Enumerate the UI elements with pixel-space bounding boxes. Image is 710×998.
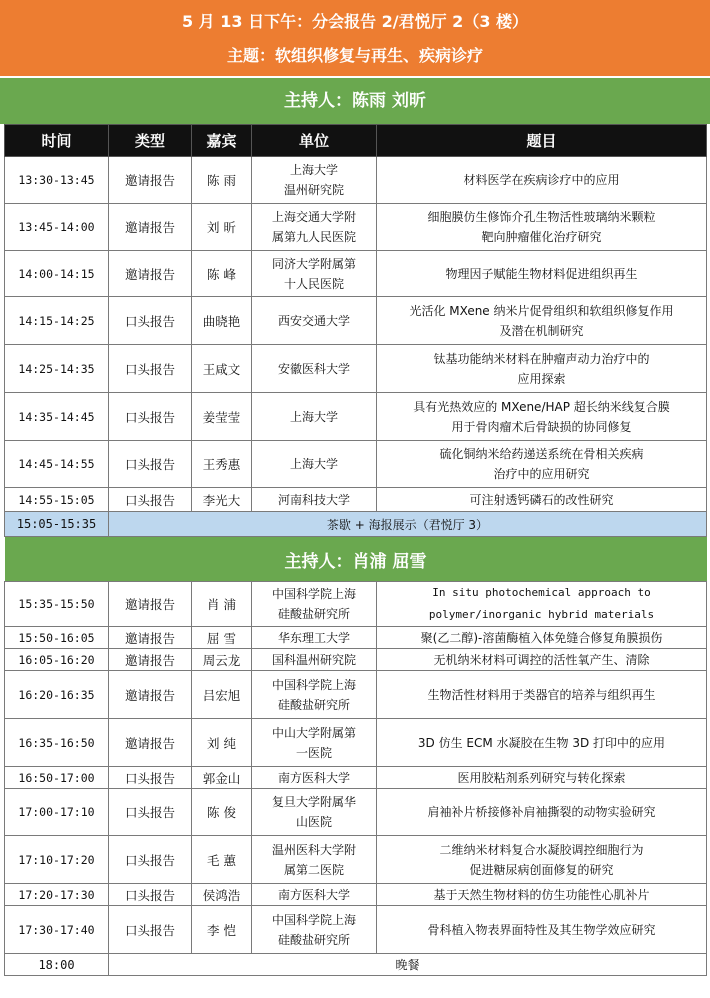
session-theme: 主题：软组织修复与再生、疾病诊疗 <box>226 46 483 65</box>
cell-unit: 上海大学 <box>252 441 377 488</box>
cell-topic: 硫化铜纳米给药递送系统在骨相关疾病 治疗中的应用研究 <box>377 441 707 488</box>
cell-topic: 3D 仿生 ECM 水凝胶在生物 3D 打印中的应用 <box>377 719 707 767</box>
cell-time: 17:20-17:30 <box>5 884 109 906</box>
cell-unit: 中国科学院上海 硅酸盐研究所 <box>252 906 377 954</box>
cell-guest: 王秀惠 <box>192 441 252 488</box>
cell-unit: 南方医科大学 <box>252 767 377 789</box>
cell-time: 14:55-15:05 <box>5 488 109 512</box>
cell-topic: 聚(乙二醇)-溶菌酶植入体免缝合修复角膜损伤 <box>377 627 707 649</box>
cell-unit: 河南科技大学 <box>252 488 377 512</box>
session2-rows <box>5 582 707 954</box>
table-row <box>5 488 707 512</box>
cell-type: 口头报告 <box>109 297 192 345</box>
cell-guest: 侯鸿浩 <box>192 884 252 906</box>
cell-guest: 郭金山 <box>192 767 252 789</box>
cell-type: 邀请报告 <box>109 649 192 671</box>
cell-time: 16:20-16:35 <box>5 671 109 719</box>
cell-time: 13:30-13:45 <box>5 157 109 204</box>
cell-time: 17:10-17:20 <box>5 836 109 884</box>
cell-guest: 肖 浦 <box>192 582 252 627</box>
cell-guest: 李光大 <box>192 488 252 512</box>
cell-time: 16:05-16:20 <box>5 649 109 671</box>
cell-unit: 中国科学院上海 硅酸盐研究所 <box>252 671 377 719</box>
cell-type: 邀请报告 <box>109 627 192 649</box>
cell-guest: 吕宏旭 <box>192 671 252 719</box>
session1-rows <box>5 157 707 512</box>
table-row <box>5 345 707 393</box>
cell-topic: 骨科植入物表界面特性及其生物学效应研究 <box>377 906 707 954</box>
cell-topic: 材料医学在疾病诊疗中的应用 <box>377 157 707 204</box>
cell-time: 16:35-16:50 <box>5 719 109 767</box>
cell-type: 口头报告 <box>109 906 192 954</box>
table-row <box>5 884 707 906</box>
cell-time: 17:00-17:10 <box>5 789 109 836</box>
cell-guest: 陈 俊 <box>192 789 252 836</box>
table-row <box>5 627 707 649</box>
cell-guest: 屈 雪 <box>192 627 252 649</box>
cell-time: 14:00-14:15 <box>5 251 109 297</box>
cell-topic: 光活化 MXene 纳米片促骨组织和软组织修复作用 及潜在机制研究 <box>377 297 707 345</box>
meal-label: 晚餐 <box>109 954 707 976</box>
session-title: 5 月 13 日下午：分会报告 2/君悦厅 2（3 楼） <box>181 12 529 31</box>
session-banner <box>0 0 710 76</box>
cell-guest: 刘 纯 <box>192 719 252 767</box>
break-label: 茶歇 + 海报展示（君悦厅 3） <box>109 512 707 537</box>
table-row <box>5 719 707 767</box>
cell-type: 邀请报告 <box>109 251 192 297</box>
cell-guest: 毛 蕙 <box>192 836 252 884</box>
cell-guest: 王咸文 <box>192 345 252 393</box>
meal-time: 18:00 <box>5 954 109 976</box>
cell-topic: In situ photochemical approach to polymer/inorganic hybrid materials <box>377 582 707 627</box>
cell-topic: 钛基功能纳米材料在肿瘤声动力治疗中的 应用探索 <box>377 345 707 393</box>
cell-guest: 陈 峰 <box>192 251 252 297</box>
cell-guest: 曲晓艳 <box>192 297 252 345</box>
cell-unit: 上海大学 <box>252 393 377 441</box>
cell-type: 口头报告 <box>109 345 192 393</box>
cell-topic: 二维纳米材料复合水凝胶调控细胞行为 促进糖尿病创面修复的研究 <box>377 836 707 884</box>
cell-type: 口头报告 <box>109 393 192 441</box>
cell-type: 邀请报告 <box>109 671 192 719</box>
cell-unit: 安徽医科大学 <box>252 345 377 393</box>
cell-time: 14:15-14:25 <box>5 297 109 345</box>
cell-time: 17:30-17:40 <box>5 906 109 954</box>
cell-unit: 复旦大学附属华 山医院 <box>252 789 377 836</box>
cell-unit: 西安交通大学 <box>252 297 377 345</box>
cell-type: 口头报告 <box>109 789 192 836</box>
host-banner-1: 主持人：陈雨 刘昕 <box>0 76 710 124</box>
cell-topic: 细胞膜仿生修饰介孔生物活性玻璃纳米颗粒 靶向肿瘤催化治疗研究 <box>377 204 707 251</box>
cell-time: 15:50-16:05 <box>5 627 109 649</box>
table-row <box>5 582 707 627</box>
schedule-table <box>4 124 707 976</box>
table-row <box>5 297 707 345</box>
cell-topic: 医用胶粘剂系列研究与转化探索 <box>377 767 707 789</box>
cell-guest: 李 恺 <box>192 906 252 954</box>
cell-type: 邀请报告 <box>109 719 192 767</box>
break-row <box>5 512 707 537</box>
table-row <box>5 836 707 884</box>
cell-unit: 上海交通大学附 属第九人民医院 <box>252 204 377 251</box>
cell-type: 口头报告 <box>109 884 192 906</box>
cell-type: 口头报告 <box>109 767 192 789</box>
cell-time: 14:45-14:55 <box>5 441 109 488</box>
cell-topic: 具有光热效应的 MXene/HAP 超长纳米线复合膜 用于骨肉瘤术后骨缺损的协同修复 <box>377 393 707 441</box>
cell-time: 14:25-14:35 <box>5 345 109 393</box>
table-row <box>5 789 707 836</box>
cell-unit: 中山大学附属第 一医院 <box>252 719 377 767</box>
cell-guest: 周云龙 <box>192 649 252 671</box>
cell-unit: 国科温州研究院 <box>252 649 377 671</box>
meal-row <box>5 954 707 976</box>
cell-time: 14:35-14:45 <box>5 393 109 441</box>
cell-unit: 温州医科大学附 属第二医院 <box>252 836 377 884</box>
cell-type: 邀请报告 <box>109 204 192 251</box>
cell-unit: 中国科学院上海 硅酸盐研究所 <box>252 582 377 627</box>
cell-type: 口头报告 <box>109 836 192 884</box>
host-banner-2: 主持人：肖浦 屈雪 <box>5 537 707 582</box>
cell-time: 15:35-15:50 <box>5 582 109 627</box>
cell-type: 口头报告 <box>109 441 192 488</box>
cell-topic: 可注射透钙磷石的改性研究 <box>377 488 707 512</box>
cell-type: 口头报告 <box>109 488 192 512</box>
cell-topic: 肩袖补片桥接修补肩袖撕裂的动物实验研究 <box>377 789 707 836</box>
table-row <box>5 767 707 789</box>
table-row <box>5 906 707 954</box>
cell-guest: 陈 雨 <box>192 157 252 204</box>
table-row <box>5 441 707 488</box>
break-time: 15:05-15:35 <box>5 512 109 537</box>
cell-topic: 基于天然生物材料的仿生功能性心肌补片 <box>377 884 707 906</box>
cell-time: 13:45-14:00 <box>5 204 109 251</box>
table-row <box>5 251 707 297</box>
table-header-row <box>5 125 707 157</box>
cell-topic: 无机纳米材料可调控的活性氧产生、清除 <box>377 649 707 671</box>
table-row <box>5 649 707 671</box>
break-section <box>5 512 707 582</box>
col-header-time: 时间 <box>5 125 109 157</box>
col-header-unit: 单位 <box>252 125 377 157</box>
host-banner-2-row <box>5 537 707 582</box>
cell-guest: 刘 昕 <box>192 204 252 251</box>
cell-topic: 物理因子赋能生物材料促进组织再生 <box>377 251 707 297</box>
meal-section <box>5 954 707 976</box>
cell-unit: 上海大学 温州研究院 <box>252 157 377 204</box>
cell-unit: 南方医科大学 <box>252 884 377 906</box>
table-row <box>5 157 707 204</box>
table-row <box>5 393 707 441</box>
col-header-topic: 题目 <box>377 125 707 157</box>
cell-type: 邀请报告 <box>109 582 192 627</box>
cell-type: 邀请报告 <box>109 157 192 204</box>
cell-guest: 姜莹莹 <box>192 393 252 441</box>
cell-topic: 生物活性材料用于类器官的培养与组织再生 <box>377 671 707 719</box>
col-header-type: 类型 <box>109 125 192 157</box>
table-row <box>5 671 707 719</box>
cell-unit: 同济大学附属第 十人民医院 <box>252 251 377 297</box>
cell-time: 16:50-17:00 <box>5 767 109 789</box>
cell-unit: 华东理工大学 <box>252 627 377 649</box>
table-row <box>5 204 707 251</box>
col-header-guest: 嘉宾 <box>192 125 252 157</box>
